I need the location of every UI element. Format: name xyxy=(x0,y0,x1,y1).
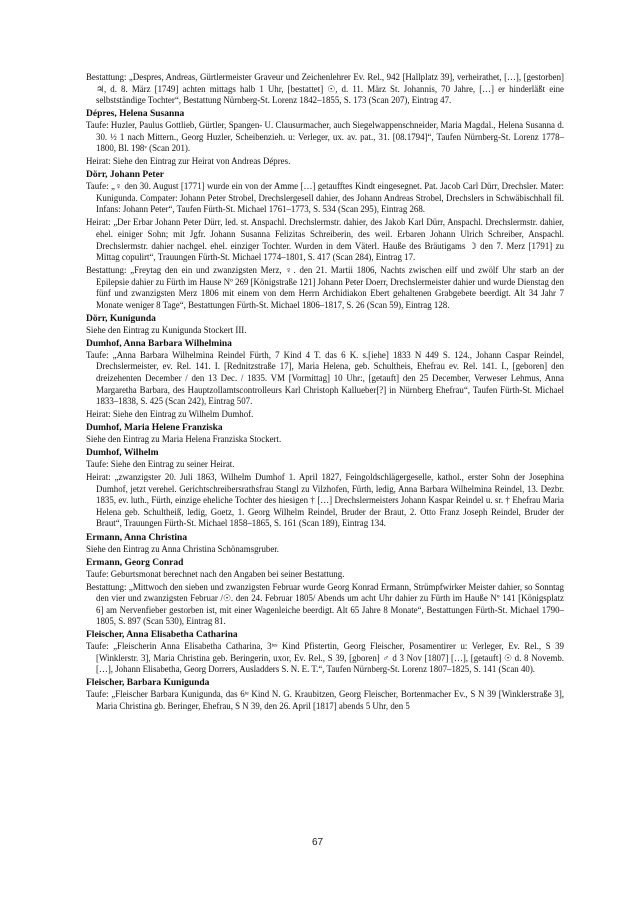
entry-dumhof-anna-barbara-marriage: Heirat: Siehe den Eintrag zu Wilhelm Dumhof. xyxy=(86,409,254,420)
entry-doerr-johann-peter-burial: Bestattung: „Freytag den ein und zwanzigsten Merz, ♀. den 21. Martii 1806, Nachts zwischen eilf und zwölf Uhr starb an der Epilepsie dahier zu Fürth im Hause Nº 269 [Königstraße 121] Johann Peter Doerr, Drechslermeister dahier und wurde Dienstag den fünf und zwanzigsten Merz 1806 mit einem von dem Herrn Archidiakon Ebert gehaltenen Grabgebete beerdigt. Alt 34 Jahr 7 Monate weniger 8 Tage“, Bestattungen Fürth-St. Michael 1806–1817, S. 26 (Scan 59), Eintrag 128. xyxy=(86,265,564,310)
heading-dumhof-anna-barbara-wilhelmina: Dumhof, Anna Barbara Wilhelmina xyxy=(86,338,232,349)
entry-depres-helena-baptism: Taufe: Huzler, Paulus Gottlieb, Gürtler, Spangen- U. Clausurmacher, auch Siegelwappenschneider, Maria Magdal., Helena Susanna d. 30. ½ 1 nach Mittern., Georg Huzler, Scheibenzieh. u: Verleger, ux. av. pat., 31. [08.1794]“, Taufen Nürnberg-St. Lorenz 1778–1800, Bl. 198ᵛ (Scan 201). xyxy=(86,120,564,154)
entry-depres-helena-marriage: Heirat: Siehe den Eintrag zur Heirat von Andreas Dépres. xyxy=(86,156,291,167)
entry-dumhof-anna-barbara-baptism: Taufe: „Anna Barbara Wilhelmina Reindel Fürth, 7 Kind 4 T. das 6 K. s.[iehe] 1833 N 449 S. 124., Johann Caspar Reindel, Drechslermeister, ev. Rel. 141. I. [Rednitzstraße 17], Maria Helena, geb. Schultheis, Ehefrau ev. Rel. 141. I., [geboren] den dreizehenten December / den 13 Dec. / 1835. VM [Vormittag] 10 Uhr:, [getauft] den 25 December, Verweser Lehmus, Anna Margaretha Barbara, des Hauptzollamtscontrolleurs Karl Christoph Kallueber[?] in Nürnberg Ehefrau“, Taufen Fürth-St. Michael 1833–1838, S. 425 (Scan 242), Eintrag 507. xyxy=(86,349,564,407)
entry-fleischer-anna-elisabetha-baptism: Taufe: „Fleischerin Anna Elisabetha Catharina, 3ᵗᵉˢ Kind Pfistertin, Georg Fleischer, Posamentirer u: Verleger, Ev. Rel., S 39 [Winklerstr. 3], Maria Christina geb. Beringerin, uxor, Ev. Rel., S 39, [gboren] ♂ d 3 Nov [1807] […], [getauft] ☉ d. 8 Novemb. […], Johann Elisabetha, Georg Dorrers, Ausladders S. N. E. T.“, Taufen Nürnberg-St. Lorenz 1807–1825, S. 141 (Scan 40). xyxy=(86,641,564,675)
entry-ermann-georg-conrad-burial: Bestattung: „Mittwoch den sieben und zwanzigsten Februar wurde Georg Konrad Ermann, Strümpfwirker Meister dahier, so Sonntag den vier und zwanzigsten Februar /☉. den 24. Februar 1805/ Abends um acht Uhr dahier zu Fürth im Hauße Nº 141 [Königsplatz 6] am Nervenfieber gestorben ist, mit einer Wagenleiche beerdigt. Alt 65 Jahre 8 Monate“, Bestattungen Fürth-St. Michael 1790–1805, S. 897 (Scan 530), Eintrag 81. xyxy=(86,581,564,627)
heading-dumhof-maria-helene-franziska: Dumhof, Maria Helene Franziska xyxy=(86,423,223,434)
heading-fleischer-anna-elisabetha-catharina: Fleischer, Anna Elisabetha Catharina xyxy=(86,630,238,641)
page-number: 67 xyxy=(311,837,324,848)
entry-despres-andreas-burial: Bestattung: „Despres, Andreas, Gürtlermeister Graveur und Zeichenlehrer Ev. Rel., 942 [Hallplatz 39], verheirathet, […], [gestorben] ♃, d. 8. März [1749] achten mittags halb 1 Uhr, [bestattet] ☉, d. 11. März St. Johannis, 70 Jahre, […] er hinderläßt eine selbstständige Tochter“, Bestattung Nürnberg-St. Lorenz 1842–1855, S. 173 (Scan 207), Eintrag 47. xyxy=(86,72,564,106)
heading-doerr-kunigunda: Dörr, Kunigunda xyxy=(86,313,156,324)
entry-dumhof-wilhelm-marriage: Heirat: „zwanzigster 20. Juli 1863, Wilhelm Dumhof 1. April 1827, Feingoldschlägergeselle, kathol., erster Sohn der Josephina Dumhof, jetzt verehel. Gerichtschreibersrathsfrau Stangl zu Vilzhofen, Fürth, ledig, Anna Barbara Wilhelmina Reindel, 13. Dezbr. 1835, ev. luth., Fürth, einzige eheliche Tochter des hiesigen † […] Drechslermeisters Johann Kaspar Reindel u. sr. † Ehefrau Maria Helena geb. Schultheiß, ledig, Goetz, 1. Georg Wilhelm Reindel, Bruder der Braut, 2. Otto Franz Joseph Reindel, Bruder der Braut“, Trauungen Fürth-St. Michael 1858–1865, S. 161 (Scan 189), Eintrag 134. xyxy=(86,472,564,529)
heading-dumhof-wilhelm: Dumhof, Wilhelm xyxy=(86,448,159,459)
heading-ermann-anna-christina: Ermann, Anna Christina xyxy=(86,532,188,543)
heading-doerr-johann-peter: Dörr, Johann Peter xyxy=(86,170,165,181)
heading-ermann-georg-conrad: Ermann, Georg Conrad xyxy=(86,557,184,568)
entry-dumhof-maria-helene-reference: Siehe den Eintrag zu Maria Helena Franziska Stockert. xyxy=(86,434,282,445)
heading-fleischer-barbara-kunigunda: Fleischer, Barbara Kunigunda xyxy=(86,678,210,689)
entry-doerr-johann-peter-baptism: Taufe: „♀ den 30. August [1771] wurde ein von der Amme […] getaufftes Kindt eingesegnet. Pat. Jacob Carl Dürr, Drechsler. Mater: Kunigunda. Compater: Johann Peter Strobel, Drechslergesell dahier, des Johann Andreas Strobel, Drechslers in Schwäbischhall fil. Infans: Johann Peter“, Taufen Fürth-St. Michael 1761–1773, S. 534 (Scan 295), Eintrag 268. xyxy=(86,181,564,215)
entry-doerr-johann-peter-marriage: Heirat: „Der Erbar Johann Peter Dürr, led. st. Anspachl. Drechslermstr. dahier, des Jakob Karl Dürr, Anspachl. Drechslermstr. dahier, ehel. einiger Sohn; mit Jgfr. Johann Susanna Felizitas Schreiberin, des weil. Erbaren Johann Ulrich Schreiber, Anspachl. Drechslermstr. dahier nachgel. ehel. einziger Tochter. Wurden in dem Väterl. Hauße des Bräutigams ☽ den 7. Merz [1791] zu Mittag copulirt“, Trauungen Fürth-St. Michael 1774–1801, S. 417 (Scan 284), Eintrag 17. xyxy=(86,217,564,263)
entry-ermann-georg-conrad-baptism: Taufe: Geburtsmonat berechnet nach den Angaben bei seiner Bestattung. xyxy=(86,568,345,579)
entry-doerr-kunigunda-reference: Siehe den Eintrag zu Kunigunda Stockert III. xyxy=(86,324,247,335)
entry-fleischer-barbara-kunigunda-baptism: Taufe: „Fleischer Barbara Kunigunda, das 6ᵗᵉ Kind N. G. Kraubitzen, Georg Fleischer, Bortenmacher Ev., S N 39 [Winklerstraße 3], Maria Christina gb. Beringer, Ehefrau, S N 39, den 26. April [1817] abends 5 Uhr, den 5 xyxy=(86,689,564,711)
document-page xyxy=(86,72,564,714)
heading-depres-helena-susanna: Dépres, Helena Susanna xyxy=(86,109,185,120)
entry-dumhof-wilhelm-baptism: Taufe: Siehe den Eintrag zu seiner Heirat. xyxy=(86,459,235,470)
entry-ermann-anna-christina-reference: Siehe den Eintrag zu Anna Christina Schönamsgruber. xyxy=(86,543,279,554)
